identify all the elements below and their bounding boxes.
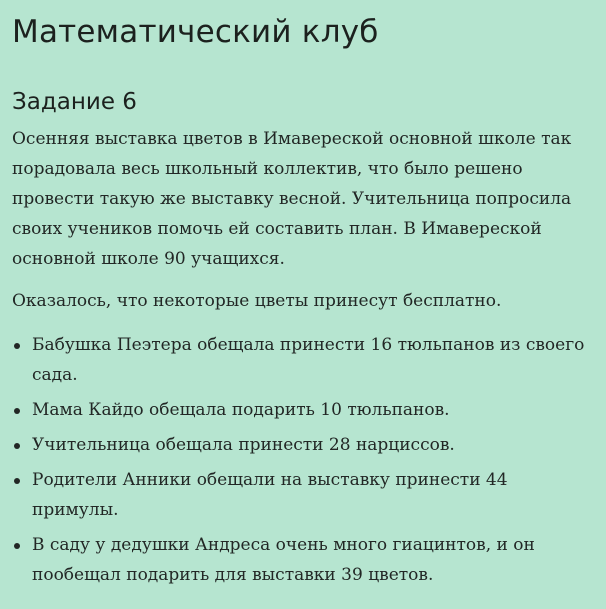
list-item-text: Родители Анники обещали на выставку принести 44 примулы. <box>32 470 508 520</box>
donation-list <box>12 330 596 590</box>
list-item-text: В саду у дедушки Андреса очень много гиацинтов, и он пообещал подарить для выставки 39 цветов. <box>32 535 535 585</box>
list-item <box>12 530 596 590</box>
list-item <box>12 465 596 525</box>
bullet-icon <box>14 543 20 549</box>
task-heading: Задание 6 <box>12 89 137 115</box>
list-item <box>12 430 596 460</box>
bullet-icon <box>14 443 20 449</box>
list-item-text: Бабушка Пеэтера обещала принести 16 тюльпанов из своего сада. <box>32 335 585 385</box>
task-note-paragraph: Оказалось, что некоторые цветы принесут бесплатно. <box>12 291 502 311</box>
bullet-icon <box>14 478 20 484</box>
task-intro-paragraph: Осенняя выставка цветов в Имавереской основной школе так порадовала весь школьный коллектив, что было решено провести такую же выставку весной. Учительница попросила своих учеников помочь ей составить план. В Имавереской основной школе 90 учащихся. <box>12 129 572 269</box>
bullet-icon <box>14 343 20 349</box>
list-item <box>12 330 596 390</box>
bullet-icon <box>14 408 20 414</box>
list-item-text: Мама Кайдо обещала подарить 10 тюльпанов. <box>32 400 450 420</box>
list-item-text: Учительница обещала принести 28 нарциссов. <box>32 435 455 455</box>
list-item <box>12 395 596 425</box>
page-title: Математический клуб <box>12 14 379 50</box>
